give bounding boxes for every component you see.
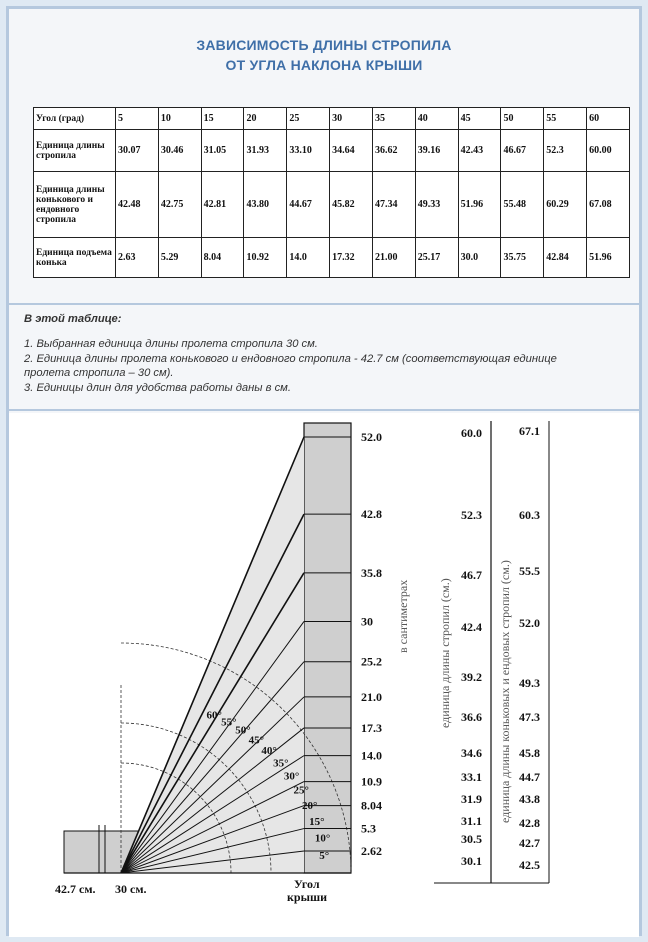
rise-label: 21.0 xyxy=(361,689,382,704)
note-line-4: 3. Единицы длин для удобства работы даны в см. xyxy=(24,381,291,394)
rafter-value: 31.1 xyxy=(461,814,482,828)
rafter-length-table xyxy=(33,107,630,278)
table-cell: 42.43 xyxy=(458,130,501,172)
rafter-value: 52.3 xyxy=(461,508,482,522)
rise-axis-label: в сантиметрах xyxy=(396,579,410,653)
hip-value: 67.1 xyxy=(519,424,540,438)
rafter-value: 60.0 xyxy=(461,426,482,440)
table-cell: 30 xyxy=(330,108,373,130)
angle-label: 60° xyxy=(206,709,222,722)
table-cell: 43.80 xyxy=(244,172,287,238)
angle-caption-2: крыши xyxy=(287,890,328,904)
table-row-header: Единица подъема конька xyxy=(34,238,116,278)
angle-label: 5° xyxy=(319,850,330,863)
table-cell: 42.84 xyxy=(544,238,587,278)
table-cell: 30.07 xyxy=(116,130,159,172)
table-cell: 25 xyxy=(287,108,330,130)
angle-label: 30° xyxy=(283,770,300,783)
table-cell: 42.48 xyxy=(116,172,159,238)
table-cell: 36.62 xyxy=(372,130,415,172)
table-cell: 60.29 xyxy=(544,172,587,238)
angle-caption-1: Угол xyxy=(294,877,320,891)
angle-label: 25° xyxy=(293,784,309,797)
table-cell: 31.93 xyxy=(244,130,287,172)
rafter-value: 33.1 xyxy=(461,770,482,784)
table-cell: 50 xyxy=(501,108,544,130)
table-cell: 52.3 xyxy=(544,130,587,172)
angle-label: 15° xyxy=(309,815,325,828)
angle-label: 50° xyxy=(235,724,251,737)
span-label-hip: 42.7 см. xyxy=(55,882,96,896)
table-cell: 44.67 xyxy=(287,172,330,238)
table-row-header: Единица длины стропила xyxy=(34,130,116,172)
hip-axis-label: единица длины коньковых и ендовых стропил (см.) xyxy=(498,560,512,823)
table-cell: 55.48 xyxy=(501,172,544,238)
table-cell: 45 xyxy=(458,108,501,130)
table-cell: 42.81 xyxy=(201,172,244,238)
table-cell: 34.64 xyxy=(330,130,373,172)
angle-label: 20° xyxy=(301,799,318,812)
hip-value: 42.7 xyxy=(519,836,540,850)
table-cell: 30.46 xyxy=(158,130,201,172)
note-line-2: 2. Единица длины пролета конькового и ендовного стропила - 42.7 см (соответствующая единице xyxy=(24,352,557,365)
hip-value: 52.0 xyxy=(519,616,540,630)
rafter-value: 31.9 xyxy=(461,792,482,806)
table-cell: 35.75 xyxy=(501,238,544,278)
table-cell: 14.0 xyxy=(287,238,330,278)
rafter-value: 30.5 xyxy=(461,832,482,846)
note-line-3: пролета стропила – 30 см). xyxy=(24,367,174,379)
hip-value: 49.3 xyxy=(519,676,540,690)
rafter-value: 34.6 xyxy=(461,746,482,760)
hip-value: 42.8 xyxy=(519,816,540,830)
table-row-header: Угол (град) xyxy=(34,108,116,130)
table-cell: 60 xyxy=(587,108,630,130)
table-cell: 15 xyxy=(201,108,244,130)
table-row xyxy=(34,108,630,130)
table-cell: 2.63 xyxy=(116,238,159,278)
hip-value: 55.5 xyxy=(519,564,540,578)
table-cell: 60.00 xyxy=(587,130,630,172)
note-line-1: 1. Выбранная единица длины пролета стропила 30 см. xyxy=(24,338,318,350)
table-row-header: Единица длины конькового и ендовного стропила xyxy=(34,172,116,238)
angle-label: 55° xyxy=(221,716,237,729)
rafter-diagram xyxy=(9,413,639,937)
span-label-rafter: 30 см. xyxy=(115,882,147,896)
rafter-axis-label: единица длины стропил (см.) xyxy=(438,578,452,728)
table-cell: 31.05 xyxy=(201,130,244,172)
hip-value: 44.7 xyxy=(519,770,540,784)
rise-label: 17.3 xyxy=(361,720,382,735)
table-cell: 21.00 xyxy=(372,238,415,278)
table-cell: 55 xyxy=(544,108,587,130)
notes-block xyxy=(9,303,639,411)
angle-label: 10° xyxy=(314,832,331,845)
rise-label: 30 xyxy=(361,614,373,629)
notes-heading: В этой таблице: xyxy=(24,313,122,325)
hip-value: 43.8 xyxy=(519,792,540,806)
angle-label: 35° xyxy=(273,757,289,770)
table-cell: 45.82 xyxy=(330,172,373,238)
page-title xyxy=(9,35,639,75)
page-frame xyxy=(6,6,642,936)
rise-label: 5.3 xyxy=(361,821,376,836)
rise-label: 25.2 xyxy=(361,654,382,669)
table-cell: 25.17 xyxy=(415,238,458,278)
table-cell: 49.33 xyxy=(415,172,458,238)
table-cell: 33.10 xyxy=(287,130,330,172)
table-cell: 5 xyxy=(116,108,159,130)
hip-value: 60.3 xyxy=(519,508,540,522)
rafter-value: 46.7 xyxy=(461,568,482,582)
rafter-value: 39.2 xyxy=(461,670,482,684)
table-cell: 40 xyxy=(415,108,458,130)
hip-value: 42.5 xyxy=(519,858,540,872)
hip-value: 47.3 xyxy=(519,710,540,724)
rise-label: 52.0 xyxy=(361,430,382,444)
rise-label: 35.8 xyxy=(361,565,382,580)
angle-label: 45° xyxy=(248,734,265,747)
rise-label: 2.62 xyxy=(361,844,382,859)
table-cell: 35 xyxy=(372,108,415,130)
hip-value: 45.8 xyxy=(519,746,540,760)
table-cell: 46.67 xyxy=(501,130,544,172)
table-row xyxy=(34,130,630,172)
angle-label: 40° xyxy=(261,745,277,758)
table-row xyxy=(34,238,630,278)
table-cell: 5.29 xyxy=(158,238,201,278)
table-cell: 20 xyxy=(244,108,287,130)
table-row xyxy=(34,172,630,238)
table-cell: 10.92 xyxy=(244,238,287,278)
rafter-value: 42.4 xyxy=(461,620,482,634)
rafter-value: 36.6 xyxy=(461,710,482,724)
title-line-2: ОТ УГЛА НАКЛОНА КРЫШИ xyxy=(225,57,423,73)
table-cell: 17.32 xyxy=(330,238,373,278)
table-cell: 10 xyxy=(158,108,201,130)
rise-label: 8.04 xyxy=(361,798,382,813)
rise-label: 42.8 xyxy=(361,507,382,522)
table-cell: 51.96 xyxy=(458,172,501,238)
table-cell: 47.34 xyxy=(372,172,415,238)
table-cell: 67.08 xyxy=(587,172,630,238)
rise-label: 14.0 xyxy=(361,748,382,763)
rafter-value: 30.1 xyxy=(461,854,482,868)
title-line-1: ЗАВИСИМОСТЬ ДЛИНЫ СТРОПИЛА xyxy=(196,37,452,53)
rise-label: 10.9 xyxy=(361,774,382,789)
table-cell: 8.04 xyxy=(201,238,244,278)
table-cell: 30.0 xyxy=(458,238,501,278)
table-cell: 51.96 xyxy=(587,238,630,278)
table-cell: 39.16 xyxy=(415,130,458,172)
diagram-svg xyxy=(9,413,639,937)
table-cell: 42.75 xyxy=(158,172,201,238)
